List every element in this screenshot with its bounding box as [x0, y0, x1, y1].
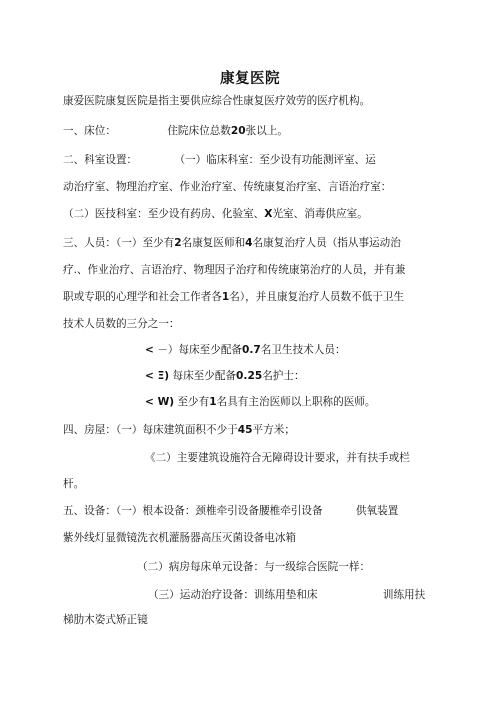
section-building: 四、房屋：（一）每床建筑面积不少于45平方米；: [63, 424, 295, 436]
section-departments-heading: 二、科室设置：: [63, 154, 138, 166]
section-beds-text: 住院床位总数20张以上。: [167, 125, 289, 137]
section-equipment-line2: 紫外线灯显微镜洗衣机灌肠器高压灭菌设备电冰箱: [63, 532, 297, 544]
section-departments-continued: 动治疗室、物理治疗室、作业治疗室、传统康复治疗室、言语治疗室：: [63, 181, 392, 193]
section-staff-line4: 技术人员数的三分之一：: [63, 318, 180, 330]
section-building-sub2: 《二）主要建筑设施符合无障碍设计要求，并有扶手或栏: [145, 452, 410, 464]
staff-item-2: < Ξ) 每床至少配备0.25名护士：: [145, 370, 305, 382]
section-departments-clinical: （一）临床科室：至少设有功能测评室、运: [174, 154, 376, 166]
section-equipment-continued: 梯肋木姿式矫正镜: [63, 614, 148, 626]
section-equipment-sub3: （三）运动治疗设备：训练用垫和床 训练用扶: [148, 589, 426, 601]
section-beds-heading: 一、床位：: [63, 125, 116, 137]
section-equipment-line1: 五、设备：（一）根本设备：颈椎牵引设备腰椎牵引设备 供氧装置: [63, 505, 399, 517]
section-equipment-sub2: （二）病房每床单元设备：与一级综合医院一样：: [137, 561, 371, 573]
section-departments-medtech: （二）医技科室：至少设有药房、化验室、X光室、消毒供应室。: [63, 208, 368, 220]
page-title: 康复医院: [220, 71, 280, 87]
section-staff-line1: 三、人员：（一）至少有2名康复医师和4名康复治疗人员（指从事运动治: [63, 237, 401, 249]
section-staff-line2: 疗.、作业治疗、言语治疗、物理因子治疗和传统康第治疗的人员，并有兼: [63, 264, 406, 276]
intro-paragraph: 康爱医院康复医院是指主要供应综合性康复医疗效劳的医疗机构。: [63, 95, 371, 107]
section-departments: [63, 153, 376, 167]
section-beds: [63, 124, 288, 138]
section-building-continued: 杆。: [63, 478, 85, 490]
staff-item-1: < －）每床至少配备0.7名卫生技术人员：: [145, 344, 346, 356]
staff-item-3: < W) 至少有1名具有主治医师以上职称的医师。: [145, 396, 376, 408]
section-staff-line3: 职或专职的心理学和社会工作者各1名），并且康复治疗人员数不低于卫生: [63, 291, 405, 303]
